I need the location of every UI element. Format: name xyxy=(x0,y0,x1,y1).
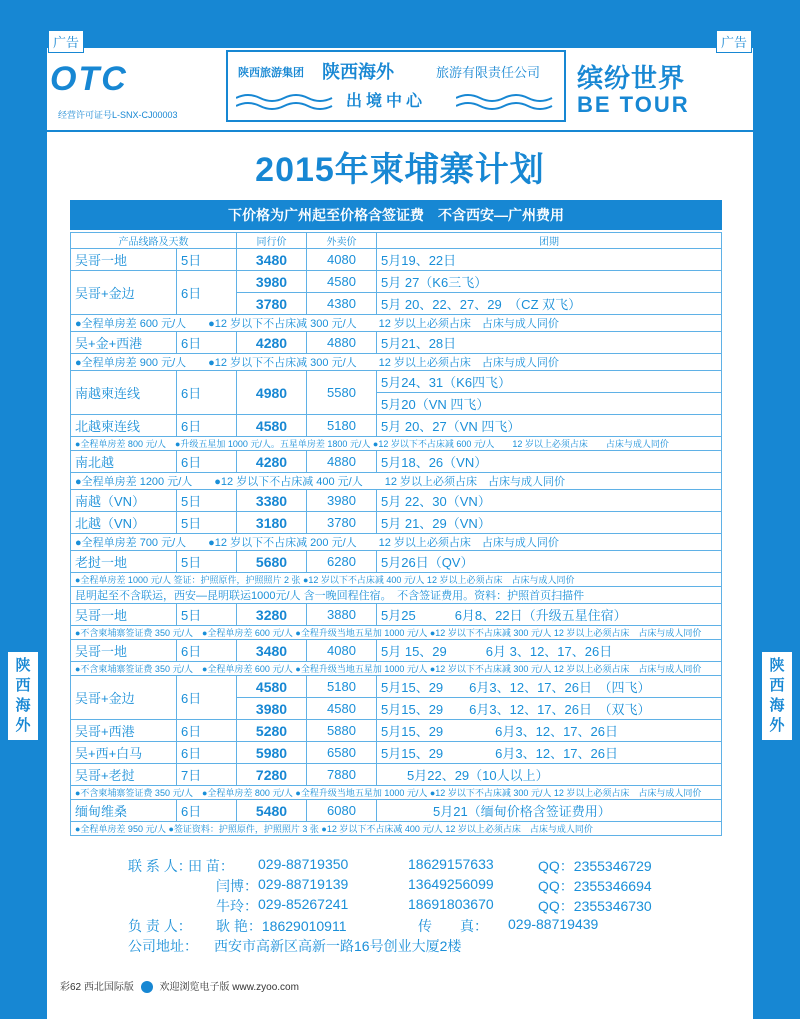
table-row xyxy=(71,249,722,271)
trade-price: 3480 xyxy=(237,249,307,271)
route-days: 5日 xyxy=(177,249,237,271)
col-route: 产品线路及天数 xyxy=(71,233,237,249)
note-text: ●不含柬埔寨签证费 350 元/人 ●全程单房差 600 元/人 ●全程升级当地五星加 1000 元/人 ●12 岁以下不占床减 300 元/人 12 岁以上必须占床 占床与成人同价 xyxy=(71,626,722,640)
agency-header-box xyxy=(226,50,566,122)
departure-dates: 5月 20、27（VN 四飞） xyxy=(377,415,722,437)
retail-price: 7880 xyxy=(307,764,377,786)
trade-price: 4280 xyxy=(237,332,307,354)
be-tour-logo-cn: 缤纷世界 xyxy=(577,64,686,94)
departure-dates: 5月20（VN 四飞） xyxy=(377,393,722,415)
note-row xyxy=(71,437,722,451)
note-row xyxy=(71,662,722,676)
trade-price: 3480 xyxy=(237,640,307,662)
departure-dates: 5月22、29（10人以上） xyxy=(377,764,722,786)
route-days: 6日 xyxy=(177,332,237,354)
route-name: 吴哥+金边 xyxy=(71,676,177,720)
note-text: 昆明起至不含联运，西安—昆明联运1000元/人 含一晚回程住宿。 不含签证费用。资料：护照首页扫描件 xyxy=(71,587,722,604)
retail-price: 4080 xyxy=(307,249,377,271)
retail-price: 6580 xyxy=(307,742,377,764)
route-name: 吴哥+老挝 xyxy=(71,764,177,786)
price-banner: 下价格为广州起至价格含签证费 不含西安—广州费用 xyxy=(70,200,722,230)
retail-price: 4580 xyxy=(307,698,377,720)
retail-price: 6280 xyxy=(307,551,377,573)
departure-dates: 5月 20、22、27、29 （CZ 双飞） xyxy=(377,293,722,315)
tour-plan-table xyxy=(70,232,722,836)
wave-decoration-icon xyxy=(236,90,336,114)
address-text: 西安市高新区高新一路16号创业大厦2楼 xyxy=(214,938,462,954)
note-text: ●全程单房差 800 元/人 ●升级五星加 1000 元/人。五星单房差 1800 元/人 ●12 岁以下不占床减 600 元/人 12 岁以上必须占床 占床与成人同价 xyxy=(71,437,722,451)
note-row xyxy=(71,822,722,836)
note-row xyxy=(71,786,722,800)
ad-label-left: 广告 xyxy=(48,30,84,53)
departure-dates: 5月19、22日 xyxy=(377,249,722,271)
retail-price: 5180 xyxy=(307,676,377,698)
table-row xyxy=(71,742,722,764)
trade-price: 7280 xyxy=(237,764,307,786)
retail-price: 3780 xyxy=(307,512,377,534)
route-name: 吴+西+白马 xyxy=(71,742,177,764)
route-days: 5日 xyxy=(177,512,237,534)
departure-dates: 5月18、26（VN） xyxy=(377,451,722,473)
route-days: 6日 xyxy=(177,451,237,473)
table-row xyxy=(71,512,722,534)
col-dates: 团期 xyxy=(377,233,722,249)
page-number: 彩62 xyxy=(60,982,82,993)
trade-price: 5680 xyxy=(237,551,307,573)
trade-price: 5280 xyxy=(237,720,307,742)
trade-price: 3180 xyxy=(237,512,307,534)
route-name: 北越柬连线 xyxy=(71,415,177,437)
route-name: 吴哥一地 xyxy=(71,640,177,662)
departure-dates: 5月15、29 6月3、12、17、26日 xyxy=(377,720,722,742)
departure-dates: 5月15、29 6月3、12、17、26日 （四飞） xyxy=(377,676,722,698)
route-name: 缅甸维桑 xyxy=(71,800,177,822)
note-row xyxy=(71,573,722,587)
route-name: 老挝一地 xyxy=(71,551,177,573)
contact-mobile: 18629157633 xyxy=(408,856,494,872)
route-days: 6日 xyxy=(177,800,237,822)
contact-phone: 029-85267241 xyxy=(258,896,349,912)
route-name: 吴+金+西港 xyxy=(71,332,177,354)
note-row xyxy=(71,315,722,332)
route-name: 吴哥一地 xyxy=(71,249,177,271)
retail-price: 6080 xyxy=(307,800,377,822)
website-link[interactable]: www.zyoo.com xyxy=(232,982,299,993)
note-text: ●全程单房差 950 元/人 ●签证资料：护照原件，护照照片 3 张 ●12 岁以下不占床减 400 元/人 12 岁以上必须占床 占床与成人同价 xyxy=(71,822,722,836)
departure-dates: 5月15、29 6月3、12、17、26日 xyxy=(377,742,722,764)
route-days: 5日 xyxy=(177,604,237,626)
col-trade-price: 同行价 xyxy=(237,233,307,249)
trade-price: 4980 xyxy=(237,371,307,415)
contact-phone: 029-88719350 xyxy=(258,856,349,872)
note-text: ●不含柬埔寨签证费 350 元/人 ●全程单房差 800 元/人 ●全程升级当地五星加 1000 元/人 ●12 岁以下不占床减 300 元/人 12 岁以上必须占床 占床与成人同价 xyxy=(71,786,722,800)
route-days: 6日 xyxy=(177,676,237,720)
retail-price: 4580 xyxy=(307,271,377,293)
departure-dates: 5月 15、29 6月 3、12、17、26日 xyxy=(377,640,722,662)
col-retail-price: 外卖价 xyxy=(307,233,377,249)
brand-name: 陕西海外 xyxy=(322,62,394,83)
route-days: 7日 xyxy=(177,764,237,786)
retail-price: 4380 xyxy=(307,293,377,315)
ad-label-right: 广告 xyxy=(716,30,752,53)
welcome-text: 欢迎浏览电子版 xyxy=(159,982,230,993)
address-label: 公司地址： xyxy=(128,938,198,954)
contact-name: 闫博： xyxy=(216,878,258,894)
table-row xyxy=(71,604,722,626)
trade-price: 3280 xyxy=(237,604,307,626)
note-row xyxy=(71,587,722,604)
table-row xyxy=(71,800,722,822)
route-days: 5日 xyxy=(177,551,237,573)
retail-price: 3880 xyxy=(307,604,377,626)
publisher-logo-icon xyxy=(141,981,153,993)
license-number: 经营许可证号L-SNX-CJ00003 xyxy=(58,110,178,120)
contact-label: 联 系 人： xyxy=(128,858,192,874)
route-days: 6日 xyxy=(177,640,237,662)
table-header-row xyxy=(71,233,722,249)
table-row xyxy=(71,551,722,573)
route-days: 6日 xyxy=(177,371,237,415)
note-row xyxy=(71,534,722,551)
note-text: ●全程单房差 700 元/人 ●12 岁以下不占床减 200 元/人 12 岁以上必须占床 占床与成人同价 xyxy=(71,534,722,551)
right-side-brand: 陕 西 海 外 xyxy=(762,652,792,740)
route-name: 北越（VN） xyxy=(71,512,177,534)
trade-price: 3980 xyxy=(237,271,307,293)
table-row xyxy=(71,371,722,393)
trade-price: 4280 xyxy=(237,451,307,473)
trade-price: 4580 xyxy=(237,676,307,698)
edition-name: 西北国际版 xyxy=(83,982,134,993)
contact-name: 田 苗： xyxy=(188,858,234,874)
page-title: 2015年柬埔寨计划 xyxy=(255,151,545,189)
route-name: 吴哥一地 xyxy=(71,604,177,626)
contact-mobile: 18691803670 xyxy=(408,896,494,912)
table-row xyxy=(71,676,722,698)
departure-dates: 5月21（缅甸价格含签证费用） xyxy=(377,800,722,822)
route-name: 南越柬连线 xyxy=(71,371,177,415)
route-days: 5日 xyxy=(177,490,237,512)
table-body xyxy=(71,249,722,836)
wave-decoration-icon xyxy=(456,90,556,114)
retail-price: 4080 xyxy=(307,640,377,662)
trade-price: 3980 xyxy=(237,698,307,720)
retail-price: 4880 xyxy=(307,451,377,473)
route-days: 6日 xyxy=(177,415,237,437)
table-row xyxy=(71,451,722,473)
trade-price: 5480 xyxy=(237,800,307,822)
departure-dates: 5月 22、30（VN） xyxy=(377,490,722,512)
table-row xyxy=(71,640,722,662)
table-row xyxy=(71,764,722,786)
trade-price: 4580 xyxy=(237,415,307,437)
fax-number: 029-88719439 xyxy=(508,916,599,932)
table-row xyxy=(71,271,722,293)
table-row xyxy=(71,332,722,354)
contact-qq: QQ：2355346729 xyxy=(538,858,652,874)
route-name: 南越（VN） xyxy=(71,490,177,512)
note-text: ●全程单房差 1000 元/人 签证：护照原件，护照照片 2 张 ●12 岁以下不占床减 400 元/人 12 岁以上必须占床 占床与成人同价 xyxy=(71,573,722,587)
note-row xyxy=(71,354,722,371)
otc-logo: OTC xyxy=(50,60,128,98)
top-band xyxy=(0,0,800,48)
note-text: ●全程单房差 900 元/人 ●12 岁以下不占床减 300 元/人 12 岁以上必须占床 占床与成人同价 xyxy=(71,354,722,371)
contact-phone: 029-88719139 xyxy=(258,876,349,892)
retail-price: 5880 xyxy=(307,720,377,742)
retail-price: 3980 xyxy=(307,490,377,512)
note-row xyxy=(71,626,722,640)
trade-price: 3380 xyxy=(237,490,307,512)
retail-price: 4880 xyxy=(307,332,377,354)
department-name: 出境中心 xyxy=(346,93,427,110)
retail-price: 5180 xyxy=(307,415,377,437)
page-footer xyxy=(60,978,299,993)
departure-dates: 5月 27（K6三飞） xyxy=(377,271,722,293)
header-divider xyxy=(47,130,753,132)
route-name: 南北越 xyxy=(71,451,177,473)
note-text: ●全程单房差 1200 元/人 ●12 岁以下不占床减 400 元/人 12 岁以上必须占床 占床与成人同价 xyxy=(71,473,722,490)
trade-price: 5980 xyxy=(237,742,307,764)
table-row xyxy=(71,720,722,742)
fax-label: 传 真： xyxy=(418,918,488,934)
manager-label: 负 责 人： xyxy=(128,918,192,934)
contact-qq: QQ：2355346694 xyxy=(538,878,652,894)
table-row xyxy=(71,490,722,512)
departure-dates: 5月 21、29（VN） xyxy=(377,512,722,534)
contact-mobile: 13649256099 xyxy=(408,876,494,892)
contact-qq: QQ：2355346730 xyxy=(538,898,652,914)
be-tour-logo-en: BE TOUR xyxy=(577,92,690,117)
company-name: 旅游有限责任公司 xyxy=(436,66,541,81)
route-name: 吴哥+金边 xyxy=(71,271,177,315)
route-days: 6日 xyxy=(177,271,237,315)
manager-contact: 耿 艳：18629010911 xyxy=(216,918,347,934)
route-days: 6日 xyxy=(177,742,237,764)
group-name: 陕西旅游集团 xyxy=(238,67,304,79)
departure-dates: 5月21、28日 xyxy=(377,332,722,354)
departure-dates: 5月26日（QV） xyxy=(377,551,722,573)
departure-dates: 5月24、31（K6四飞） xyxy=(377,371,722,393)
departure-dates: 5月15、29 6月3、12、17、26日 （双飞） xyxy=(377,698,722,720)
table-row xyxy=(71,415,722,437)
note-text: ●全程单房差 600 元/人 ●12 岁以下不占床减 300 元/人 12 岁以上必须占床 占床与成人同价 xyxy=(71,315,722,332)
route-days: 6日 xyxy=(177,720,237,742)
contact-name: 牛玲： xyxy=(216,898,258,914)
note-text: ●不含柬埔寨签证费 350 元/人 ●全程单房差 600 元/人 ●全程升级当地五星加 1000 元/人 ●12 岁以下不占床减 300 元/人 12 岁以上必须占床 占床与成人同价 xyxy=(71,662,722,676)
trade-price: 3780 xyxy=(237,293,307,315)
left-side-brand: 陕 西 海 外 xyxy=(8,652,38,740)
retail-price: 5580 xyxy=(307,371,377,415)
note-row xyxy=(71,473,722,490)
departure-dates: 5月25 6月8、22日（升级五星住宿） xyxy=(377,604,722,626)
route-name: 吴哥+西港 xyxy=(71,720,177,742)
